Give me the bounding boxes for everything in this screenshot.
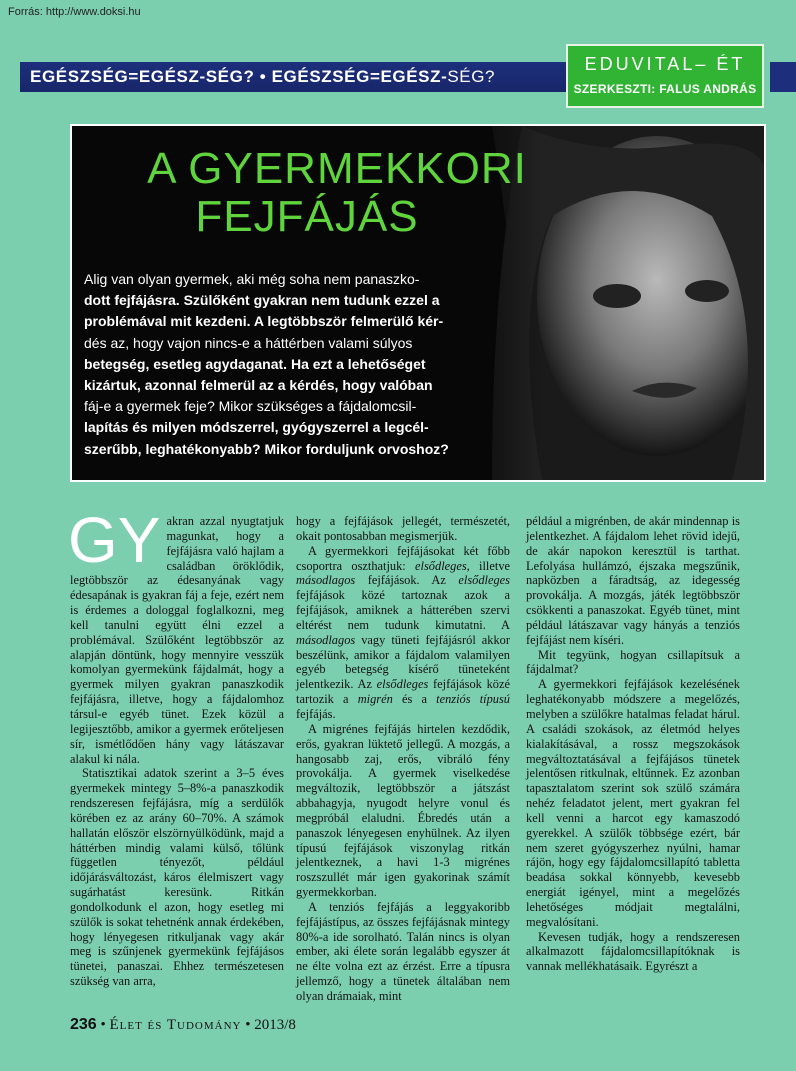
paragraph: A migrénes fejfájás hirtelen kezdődik, erős, gyakran lüktető jellegű. A mozgás, a hangosabb zaj, erős, vibráló fény provokálja. A gyermek viselkedése megváltozik, legtöbbször a játszást abbahagyja, nyugodt helyre vonul és megpróbál elaludni. Ébredés után a panaszok lényegesen enyhülnek. Az ilyen típusú fejfájások viszonylag ritkán jelentkeznek, a havi 1-3 migrénes roszszullét már igen gyakorinak számít gyermekkorban. <box>296 721 510 900</box>
header-band-light: SÉG? <box>447 67 496 86</box>
rubric-title: EDUVITAL– ÉT <box>584 54 746 74</box>
text-run: A gyermekkori fejfájásokat két főbb csoportra oszthatjuk: <box>296 543 510 573</box>
text-run: fejfájás. <box>296 706 336 721</box>
paragraph: Statisztikai adatok szerint a 3–5 éves gyermekek mintegy 5–8%-a panaszkodik rendszeresen fejfájásra, míg a serdülők körében ez az arány 60–70%. A számok hallatán először elszörnyülködünk, majd a háttérben mindig valami külső, tőlünk független tényezőt, például időjárásváltozást, káros élelmiszert vagy sugárhatást keresünk. Ritkán gondolkodunk el azon, hogy esetleg mi szülők is sokat tehetnénk annak érdekében, hogy lényegesen ritkuljanak vagy akár meg is szűnjenek gyermekünk fejfájásos tünetei, panaszai. Ehhez természetesen szükség van arra, <box>70 766 285 989</box>
italic-term: elsődleges <box>458 573 510 588</box>
lead-line: dés az, hogy vajon nincs-e a háttérben valami súlyos <box>84 334 413 351</box>
paragraph-text: akran azzal nyugtatjuk magunkat, hogy a fejfájásra való hajlam a családban öröklődik, legtöbbször az édesanyának vagy édesapának is gyakran fáj a feje, ezért nem is érdemes a dologgal foglalkozni, meg kell tanulni együtt élni ezzel a problémával. Szülőként legtöbbször az alapján döntünk, hogy mennyire vesszük komolyan gyermekünk fájdalmát, hogy a gyermek milyen gyakran panaszkodik fejfájásra, illetve, hogy a fájdalomhoz társul-e egyéb tünet. Ezek közül a legijesztőbb, amikor a gyermek erőteljesen sír, ismétlődően hány vagy látászavar alakul ki nála. <box>70 514 284 766</box>
page-footer <box>70 1016 296 1034</box>
drop-cap: GY <box>68 504 161 576</box>
paragraph: például a migrénben, de akár mindennap is jelentkezhet. A fájdalom lehet rövid idejű, de akár napokon keresztül is tarthat. Lefolyása hullámzó, éjszaka megszűnik, napközben a fáradtság, az idegesség provokálja. A mozgás, játék legtöbbször csökkenti a panaszokat. Egyéb tünet, mint például látászavar vagy hányás a tenziós fejfájást nem kíséri. <box>526 514 740 647</box>
hero-panel <box>70 124 766 482</box>
lead-line: dott fejfájásra. Szülőként gyakran nem tudunk ezzel a <box>84 292 440 309</box>
italic-term: migrén <box>357 692 393 707</box>
paragraph <box>296 544 510 722</box>
italic-term: tenziós típusú <box>436 692 511 707</box>
page-number: 236 <box>70 1016 97 1033</box>
lead-line: problémával mit kezdeni. A legtöbbször felmerülő kér- <box>84 313 444 330</box>
paragraph <box>68 504 284 766</box>
text-run: és a <box>392 692 437 707</box>
rubric-box <box>566 44 764 108</box>
footer-separator: • <box>245 1017 251 1033</box>
issue-number: 2013/8 <box>254 1017 296 1033</box>
magazine-name: Élet és Tudomány <box>109 1017 242 1033</box>
italic-term: elsődleges <box>376 677 429 692</box>
column-1 <box>68 504 285 989</box>
column-2 <box>296 514 510 1004</box>
paragraph: A tenziós fejfájás a leggyakoribb fejfájástípus, az összes fejfájásnak mintegy 80%-a ide sorolható. Talán nincs is olyan ember, aki élete során legalább egyszer át ne élte volna ezt az érzést. Erre a típusra jellemző, hogy a tünetek általában nem olyan drámaiak, mint <box>296 899 510 1003</box>
header-band-text <box>30 67 495 87</box>
header-band-tail <box>770 62 796 92</box>
text-run: fejfájások. Az <box>355 573 459 588</box>
lead-line: lapítás és milyen módszerrel, gyógyszerrel a legcél- <box>84 419 429 436</box>
text-run: fejfájások közé tartoznak azok a fejfájások, amiknek a hátterében szervi eltérést nem tudunk kimutatni. A <box>296 588 510 632</box>
paragraph: Kevesen tudják, hogy a rendszeresen alkalmazott fájdalomcsillapítóknak is vannak mellékhatásaik. Egyrészt a <box>526 929 740 974</box>
lead-paragraph <box>84 269 450 460</box>
paragraph: A gyermekkori fejfájások kezelésének leghatékonyabb módszere a megelőzés, melyben a szülőkre hatalmas feladat hárul. A családi szokások, az életmód helyes kialakításával, a rossz megszokások megváltoztatásával a fejfájásos tünetek jelentősen ritkulnak, eltűnnek. Ez azonban tapasztalatom szerint sok szülő számára nehéz feladatot jelent, mert gyakran fel kell venni a harcot egy kamaszodó gyerekkel. A szülők többsége ezért, bár nem szeret gyógyszerhez nyúlni, hamar rájön, hogy egy fájdalomcsillapító tabletta beadása sokkal könnyebb, kevesebb energiát igényel, mint a megelőzés lehetőséges módjait megtalálni, megvalósítani. <box>526 677 740 929</box>
paragraph: hogy a fejfájások jellegét, természetét, okait pontosabban megismerjük. <box>296 514 510 543</box>
column-3 <box>526 514 740 974</box>
header-band-bold: EGÉSZSÉG=EGÉSZ-SÉG? • EGÉSZSÉG=EGÉSZ- <box>30 67 448 86</box>
lead-line: betegség, esetleg agydaganat. Ha ezt a lehetőséget <box>84 355 426 372</box>
italic-term: másodlagos <box>296 632 356 647</box>
paragraph: Mit tegyünk, hogyan csillapítsuk a fájdalmat? <box>526 647 740 677</box>
lead-line: kizártuk, azonnal felmerül az a kérdés, hogy valóban <box>84 377 433 394</box>
source-note: Forrás: http://www.doksi.hu <box>8 6 141 18</box>
italic-term: másodlagos <box>296 573 356 588</box>
text-run: fejfájások közé tartozik a <box>296 677 510 707</box>
rubric-editor: SZERKESZTI: FALUS ANDRÁS <box>573 82 757 96</box>
footer-separator: • <box>100 1017 106 1033</box>
article-title-line-1: A GYERMEKKORI <box>147 144 527 193</box>
lead-line: szerűbb, leghatékonyabb? Mikor forduljunk orvoshoz? <box>84 440 449 457</box>
text-run: vagy tüneti fejfájásról akkor beszélünk, amikor a fájdalom valamilyen egyéb betegség kísérő tüneteként jelentkezik. Az <box>296 632 510 692</box>
article-title-line-2: FEJFÁJÁS <box>195 192 419 241</box>
lead-line: fáj-e a gyermek feje? Mikor szükséges a fájdalomcsil- <box>84 398 417 415</box>
lead-line: Alig van olyan gyermek, aki még soha nem panaszko- <box>84 271 420 287</box>
italic-term: elsődleges, <box>415 558 470 573</box>
text-run: illetve <box>469 558 511 573</box>
